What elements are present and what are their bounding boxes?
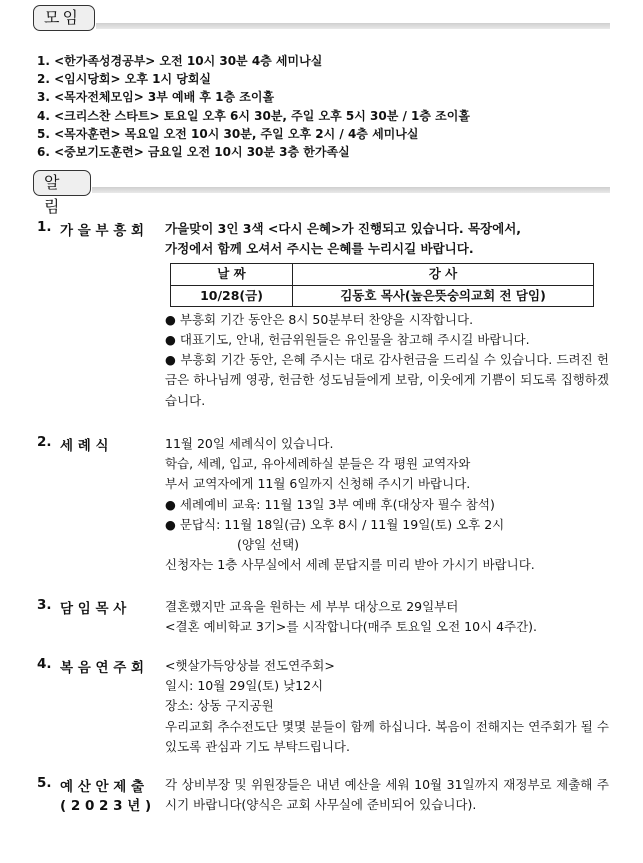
item-label: 담 임 목 사	[60, 601, 127, 617]
body-line: (양일 선택)	[237, 537, 300, 553]
body-line: 가을맞이 3인 3색 <다시 은혜>가 진행되고 있습니다. 목장에서,	[165, 221, 522, 236]
body-line: <햇살가득앙상블 전도연주회>	[165, 658, 335, 673]
table-cell-date: 10/28(금)	[171, 285, 293, 306]
body-line: 11월 20일 세례식이 있습니다.	[165, 436, 334, 451]
table-cell-speaker: 김동호 목사(높은뜻숭의교회 전 담임)	[293, 285, 594, 306]
item-label: 예 산 안 제 출	[60, 779, 145, 795]
moim-list	[37, 52, 470, 161]
body-line: 장소: 상동 구지공원	[165, 698, 274, 714]
body-line: 각 상비부장 및 위원장들은 내년 예산을 세워 10월 31일까지 재정부로 제출해 주시기 바랍니다(양식은 교회 사무실에 준비되어 있습니다).	[165, 777, 609, 813]
table-header-speaker: 강 사	[293, 264, 594, 285]
bullet-line: ● 부흥회 기간 동안은 8시 50분부터 찬양을 시작합니다.	[165, 311, 474, 327]
list-item: 6. <중보기도훈련> 금요일 오전 10시 30분 3층 한가족실	[37, 145, 350, 160]
bullet-line: ● 문답식: 11월 18일(금) 오후 8시 / 11월 19일(토) 오후 2시	[165, 516, 505, 532]
body-line: 부서 교역자에게 11월 6일까지 신청해 주시기 바랍니다.	[165, 476, 471, 492]
section-header-moim: 모임	[33, 5, 95, 31]
section-divider	[92, 187, 610, 193]
bullet-line: ● 부흥회 기간 동안, 은혜 주시는 대로 감사헌금을 드리실 수 있습니다. 드려진 헌금은 하나님께 영광, 헌금한 성도님들에게 보람, 이웃에게 기쁨이 되도록 집행하겠습니다.	[165, 352, 609, 408]
item-number: 2.	[37, 434, 52, 450]
section-header-allim: 알림	[33, 170, 91, 196]
item-number: 4.	[37, 656, 52, 672]
item-label-year: ( 2 0 2 3 년 )	[60, 798, 152, 814]
item-number: 3.	[37, 597, 52, 613]
body-line: 우리교회 추수전도단 몇몇 분들이 함께 하십니다. 복음이 전해지는 연주회가 될 수 있도록 관심과 기도 부탁드립니다.	[165, 718, 609, 754]
bullet-line: ● 대표기도, 안내, 헌금위원들은 유인물을 참고해 주시길 바랍니다.	[165, 332, 530, 348]
body-line: 결혼했지만 교육을 원하는 세 부부 대상으로 29일부터	[165, 599, 459, 614]
bullet-line: ● 세례예비 교육: 11월 13일 3부 예배 후(대상자 필수 참석)	[165, 496, 495, 512]
body-line: 가정에서 함께 오셔서 주시는 은혜를 누리시길 바랍니다.	[165, 241, 474, 257]
table-header-date: 날 짜	[171, 264, 293, 285]
list-item: 1. <한가족성경공부> 오전 10시 30분 4층 세미나실	[37, 54, 323, 68]
body-line: 일시: 10월 29일(토) 낮12시	[165, 678, 324, 694]
item-label: 복 음 연 주 회	[60, 660, 145, 676]
list-item: 3. <목자전체모임> 3부 예배 후 1층 조이홀	[37, 90, 275, 105]
body-line: 신청자는 1층 사무실에서 세례 문답지를 미리 받아 가시기 바랍니다.	[165, 557, 535, 573]
list-item: 4. <크리스찬 스타트> 토요일 오후 6시 30분, 주일 오후 5시 30분 / 1층 조이홀	[37, 108, 470, 123]
schedule-table	[170, 263, 594, 306]
body-line: <결혼 예비학교 3기>를 시작합니다(매주 토요일 오전 10시 4주간).	[165, 619, 538, 635]
item-body	[165, 775, 609, 815]
item-body	[165, 434, 609, 575]
body-line: 학습, 세례, 입교, 유아세례하실 분들은 각 평원 교역자와	[165, 456, 471, 472]
item-number: 1.	[37, 219, 52, 235]
item-number: 5.	[37, 775, 52, 791]
section-divider	[96, 23, 610, 29]
item-label: 가 을 부 흥 회	[60, 223, 145, 239]
list-item: 5. <목자훈련> 목요일 오전 10시 30분, 주일 오후 2시 / 4층 세미나실	[37, 126, 419, 141]
item-body	[165, 219, 609, 411]
item-body	[165, 656, 609, 757]
item-label: 세 례 식	[60, 438, 109, 454]
list-item: 2. <임시당회> 오후 1시 당회실	[37, 72, 211, 87]
item-body	[165, 597, 609, 637]
